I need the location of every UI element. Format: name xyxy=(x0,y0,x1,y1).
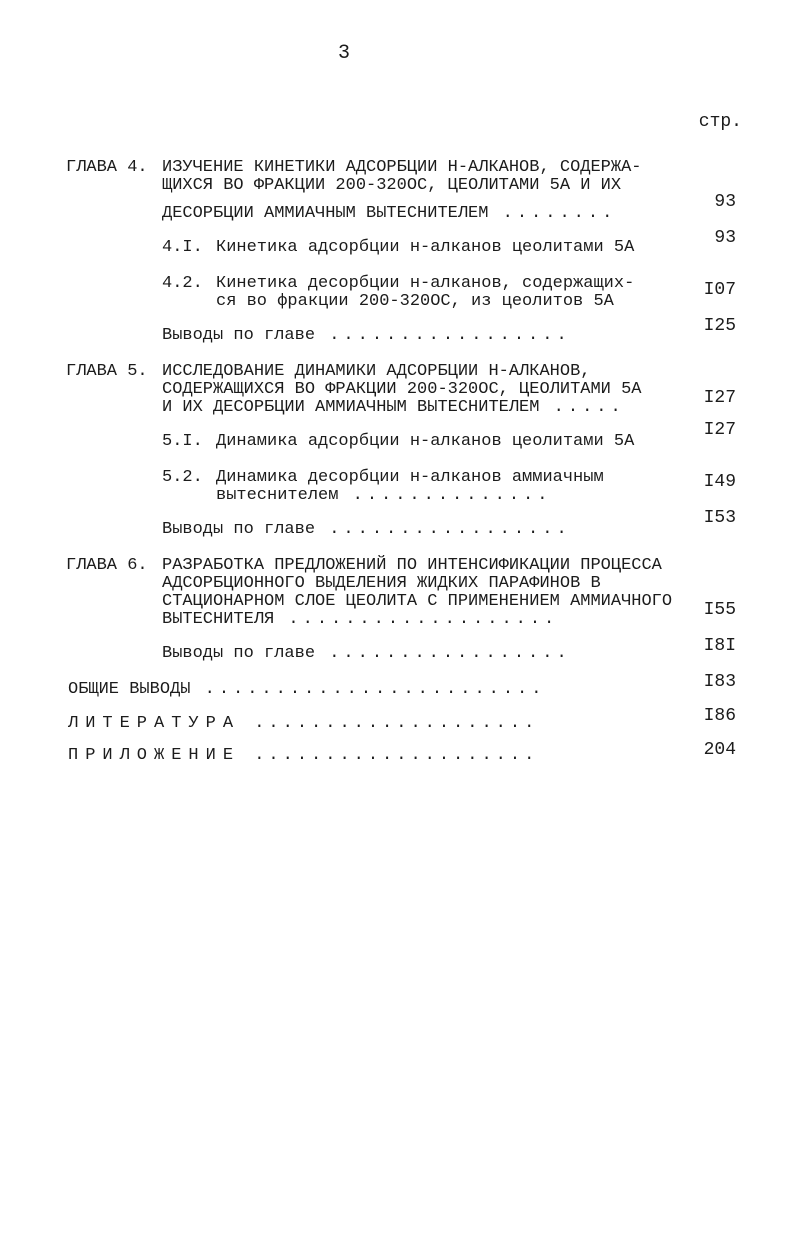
section-label: 5.I. xyxy=(162,432,203,451)
page-ref: I8I xyxy=(703,636,736,656)
chapter-title-line: И ИХ ДЕСОРБЦИИ АММИАЧНЫМ ВЫТЕСНИТЕЛЕМ ..... xyxy=(162,398,625,417)
chapter-label: ГЛАВА 4. xyxy=(66,158,148,177)
page-ref: I27 xyxy=(703,420,736,440)
chapter-title-line: СОДЕРЖАЩИХСЯ ВО ФРАКЦИИ 200-320ОС, ЦЕОЛИТАМИ 5А xyxy=(162,380,642,399)
appendix-label: ПРИЛОЖЕНИЕ .................... xyxy=(68,746,539,765)
page-ref: 93 xyxy=(714,228,736,248)
page-ref: I25 xyxy=(703,316,736,336)
chapter-label: ГЛАВА 5. xyxy=(66,362,148,381)
page-ref: I55 xyxy=(703,600,736,620)
chapter-title-line: ВЫТЕСНИТЕЛЯ ................... xyxy=(162,610,559,629)
page-ref: I49 xyxy=(703,472,736,492)
section-label: 4.I. xyxy=(162,238,203,257)
general-conclusions-label: ОБЩИЕ ВЫВОДЫ ........................ xyxy=(68,680,546,699)
chapter-title-line: АДСОРБЦИОННОГО ВЫДЕЛЕНИЯ ЖИДКИХ ПАРАФИНОВ В xyxy=(162,574,601,593)
section-title-line: Динамика десорбции н-алканов аммиачным xyxy=(216,468,604,487)
chapter-title-line: ИССЛЕДОВАНИЕ ДИНАМИКИ АДСОРБЦИИ Н-АЛКАНОВ, xyxy=(162,362,591,381)
page-ref: I07 xyxy=(703,280,736,300)
section-title-line: ся во фракции 200-320ОС, из цеолитов 5А xyxy=(216,292,614,311)
conclusions-label: Выводы по главе ................. xyxy=(162,644,571,663)
section-title-line: Кинетика десорбции н-алканов, содержащих- xyxy=(216,274,635,293)
section-label: 4.2. xyxy=(162,274,203,293)
conclusions-label: Выводы по главе ................. xyxy=(162,520,571,539)
section-label: 5.2. xyxy=(162,468,203,487)
chapter-title-line: ИЗУЧЕНИЕ КИНЕТИКИ АДСОРБЦИИ Н-АЛКАНОВ, СОДЕРЖА- xyxy=(162,158,642,177)
page-ref: 204 xyxy=(703,740,736,760)
page-ref: I83 xyxy=(703,672,736,692)
section-title-line: Динамика адсорбции н-алканов цеолитами 5А xyxy=(216,432,635,451)
section-title-line: вытеснителем .............. xyxy=(216,486,552,505)
page-ref: 93 xyxy=(714,192,736,212)
conclusions-label: Выводы по главе ................. xyxy=(162,326,571,345)
section-title-line: Кинетика адсорбции н-алканов цеолитами 5А xyxy=(216,238,635,257)
literature-label: ЛИТЕРАТУРА .................... xyxy=(68,714,539,733)
page-ref: I27 xyxy=(703,388,736,408)
chapter-title-line: РАЗРАБОТКА ПРЕДЛОЖЕНИЙ ПО ИНТЕНСИФИКАЦИИ ПРОЦЕССА xyxy=(162,556,662,575)
chapter-title-line: ЩИХСЯ ВО ФРАКЦИИ 200-320ОС, ЦЕОЛИТАМИ 5А И ИХ xyxy=(162,176,622,195)
page-column-header: стр. xyxy=(698,112,742,132)
chapter-title-line: СТАЦИОНАРНОМ СЛОЕ ЦЕОЛИТА С ПРИМЕНЕНИЕМ АММИАЧНОГО xyxy=(162,592,673,611)
page-ref: I53 xyxy=(703,508,736,528)
page-number: 3 xyxy=(338,42,351,65)
chapter-label: ГЛАВА 6. xyxy=(66,556,148,575)
chapter-title-line: ДЕСОРБЦИИ АММИАЧНЫМ ВЫТЕСНИТЕЛЕМ ........ xyxy=(162,204,617,223)
page-ref: I86 xyxy=(703,706,736,726)
